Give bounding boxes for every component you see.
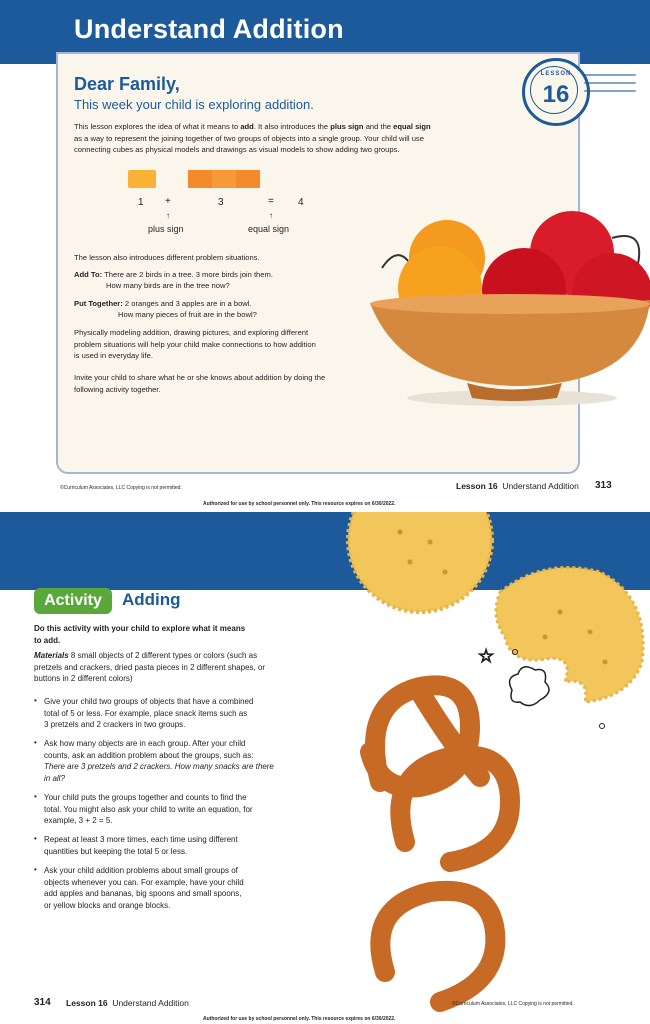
bullet-dot: • <box>34 834 37 843</box>
bullet-line: or yellow blocks and orange blocks. <box>44 900 171 910</box>
invite-paragraph <box>74 372 374 395</box>
intro-line: connecting cubes as physical models and drawings as visual models to show adding two groups. <box>74 145 400 154</box>
bullet-dot: • <box>34 696 37 705</box>
footer-lesson-title: Understand Addition <box>502 481 579 491</box>
intro-paragraph: This lesson explores the idea of what it means to add. It also introduces the plus sign and the equal sign as a way to represent the joining together of two groups of objects into a single group. Your child will use connecting cubes as physical models and drawings as visual models to show adding two groups. <box>74 121 524 156</box>
activity-badge-label: Activity <box>44 592 102 609</box>
situations-intro: The lesson also introduces different problem situations. <box>74 253 260 262</box>
bullet-line: example, 3 + 2 = 5. <box>44 816 113 825</box>
lead-line: to add. <box>34 635 61 645</box>
postmark-line <box>584 74 636 76</box>
bullet-line: Ask how many objects are in each group. After your child <box>44 739 246 748</box>
physical-line: Physically modeling addition, drawing pictures, and exploring different <box>74 328 309 337</box>
svg-text:☆: ☆ <box>478 646 495 667</box>
bullet-dot: • <box>34 865 37 874</box>
bullet-item <box>44 738 274 784</box>
add-to-question: How many birds are in the tree now? <box>106 281 230 290</box>
bullet-example: in all? <box>44 773 65 783</box>
bullet-example: There are 3 pretzels and 2 crackers. How many snacks are there <box>44 762 274 771</box>
bullet-dot: • <box>34 738 37 747</box>
bullet-item <box>44 792 253 827</box>
subhead: This week your child is exploring addition. <box>74 97 314 112</box>
stamp-number: 16 <box>542 81 570 108</box>
bullet-line: counts, ask an addition problem about the groups, such as: <box>44 750 254 760</box>
greeting: Dear Family, <box>74 74 180 94</box>
put-together-question: How many pieces of fruit are in the bowl? <box>118 310 257 319</box>
equation-result: 4 <box>298 197 304 208</box>
postmark-line <box>584 90 636 92</box>
authorized-notice: Authorized for use by school personnel only. This resource expires on 6/30/2022. <box>203 1016 396 1022</box>
materials-line: buttons in 2 different colors) <box>34 674 133 683</box>
orange-cube <box>212 170 236 188</box>
bullet-item <box>44 834 238 857</box>
bullet-line: quantities but keeping the total 5 or less. <box>44 846 188 856</box>
equal-sign-label: equal sign <box>248 224 290 234</box>
page-number: 314 <box>34 997 51 1008</box>
activity-heading: Adding <box>122 590 181 609</box>
fruit-bowl-illustration <box>362 208 650 408</box>
equation-addend-1: 1 <box>138 197 144 208</box>
page-title: Understand Addition <box>74 14 344 44</box>
physical-line: is used in everyday life. <box>74 351 153 360</box>
bullet-dot: • <box>34 792 37 801</box>
yellow-cube <box>128 170 156 188</box>
add-to-label: Add To: <box>74 270 103 279</box>
footer-lesson-title: Understand Addition <box>112 998 189 1008</box>
orange-cube <box>188 170 212 188</box>
activity-badge <box>34 588 112 614</box>
stamp-label: LESSON <box>540 71 572 77</box>
materials-line: pretzels and crackers, dried pasta pieces in 2 different shapes, or <box>34 662 266 672</box>
bullet-line: Give your child two groups of objects that have a combined <box>44 697 254 706</box>
bullet-item <box>44 865 244 911</box>
equation-plus: + <box>165 196 171 207</box>
footer-lesson <box>66 998 189 1010</box>
lesson-stamp <box>522 58 590 126</box>
invite-line: Invite your child to share what he or she knows about addition by doing the <box>74 373 326 382</box>
equation-addend-2: 3 <box>218 197 224 208</box>
footer-lesson-number: Lesson 16 <box>66 998 108 1008</box>
bullet-line: Ask your child addition problems about small groups of <box>44 866 238 875</box>
footer-lesson-number: Lesson 16 <box>456 481 498 491</box>
bullet-line: 3 pretzels and 2 crackers in two groups. <box>44 720 186 729</box>
materials-label: Materials <box>34 651 69 660</box>
materials-line: 8 small objects of 2 different types or colors (such as <box>68 651 258 660</box>
add-to-text: There are 2 birds in a tree. 3 more birds join them. <box>104 270 273 279</box>
add-to-line <box>74 269 273 281</box>
up-arrow-icon: ↑ <box>269 211 273 220</box>
bullet-line: Repeat at least 3 more times, each time using different <box>44 835 238 844</box>
bullet-item <box>44 696 253 731</box>
lead-line: Do this activity with your child to explore what it means <box>34 624 246 633</box>
bullet-line: Your child puts the groups together and counts to find the <box>44 793 247 802</box>
intro-line: as a way to represent the joining together of two groups of objects into a single group. Your child will use <box>74 133 424 143</box>
snacks-illustration <box>330 512 650 1024</box>
postmark-line <box>584 82 636 84</box>
put-together-label: Put Together: <box>74 299 123 308</box>
materials-paragraph <box>34 650 284 685</box>
bullet-line: total. You might also ask your child to write an equation, for <box>44 804 253 814</box>
orange-cube <box>236 170 260 188</box>
physical-line: problem situations will help your child make connections to how addition <box>74 339 316 349</box>
bullet-line: add apples and bananas, big spoons and small spoons, <box>44 889 242 898</box>
plus-sign-label: plus sign <box>148 224 184 234</box>
footer-lesson <box>456 481 579 493</box>
put-together-line <box>74 298 252 310</box>
put-together-text: 2 oranges and 3 apples are in a bowl. <box>124 299 252 308</box>
authorized-notice: Authorized for use by school personnel only. This resource expires on 6/30/2022. <box>203 501 396 507</box>
bullet-line: total of 5 or less. For example, place snack items such as <box>44 708 248 718</box>
page-number: 313 <box>595 480 612 491</box>
activity-lead <box>34 623 245 646</box>
up-arrow-icon: ↑ <box>166 211 170 220</box>
physical-paragraph <box>74 327 374 362</box>
bullet-line: objects whenever you can. For example, have your child <box>44 877 244 887</box>
invite-line: following activity together. <box>74 384 161 394</box>
equation-equals: = <box>268 196 274 207</box>
page-314 <box>0 512 650 1024</box>
copyright-left: ©Curriculum Associates, LLC Copying is not permitted. <box>60 485 182 491</box>
copyright-right: ©Curriculum Associates, LLC Copying is not permitted. <box>452 1001 574 1007</box>
